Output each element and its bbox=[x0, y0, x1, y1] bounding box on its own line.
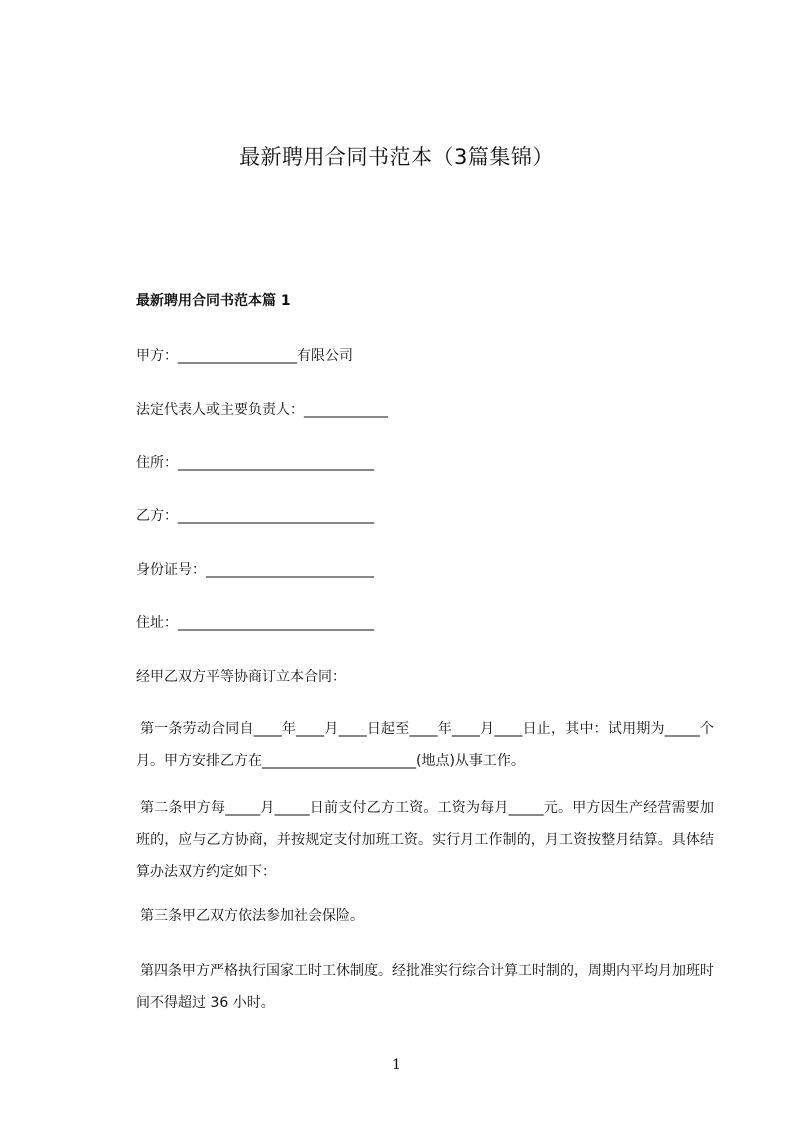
party-b-field: 乙方：____________________________ bbox=[136, 508, 374, 524]
page-number: 1 bbox=[392, 1057, 401, 1073]
party-a-field: 甲方：_________________有限公司 bbox=[136, 348, 353, 364]
legal-representative-field: 法定代表人或主要负责人：____________ bbox=[136, 402, 388, 418]
clause-4: 第四条甲方严格执行国家工时工休制度。经批准实行综合计算工时制的，周期内平均月加班时间不得超过 36 小时。 bbox=[136, 963, 714, 1011]
clause-1: 第一条劳动合同自____年____月____日起至____年____月____日止，其中：试用期为_____个月。甲方安排乙方在______________________(地点)从事工作。 bbox=[136, 721, 714, 769]
section-heading: 最新聘用合同书范本篇 1 bbox=[136, 293, 291, 309]
document-title: 最新聘用合同书范本（3篇集锦） bbox=[239, 145, 554, 169]
intro-text: 经甲乙双方平等协商订立本合同： bbox=[136, 669, 346, 685]
party-b-address-field: 住址：____________________________ bbox=[136, 615, 374, 631]
party-a-address-field: 住所：____________________________ bbox=[136, 455, 374, 471]
id-number-field: 身份证号：________________________ bbox=[136, 562, 374, 578]
clause-2: 第二条甲方每_____月_____日前支付乙方工资。工资为每月_____元。甲方因生产经营需要加班的，应与乙方协商，并按规定支付加班工资。实行月工作制的，月工资按整月结算。具体结算办法双方约定如下： bbox=[136, 800, 714, 880]
clause-3: 第三条甲乙双方依法参加社会保险。 bbox=[140, 908, 364, 924]
